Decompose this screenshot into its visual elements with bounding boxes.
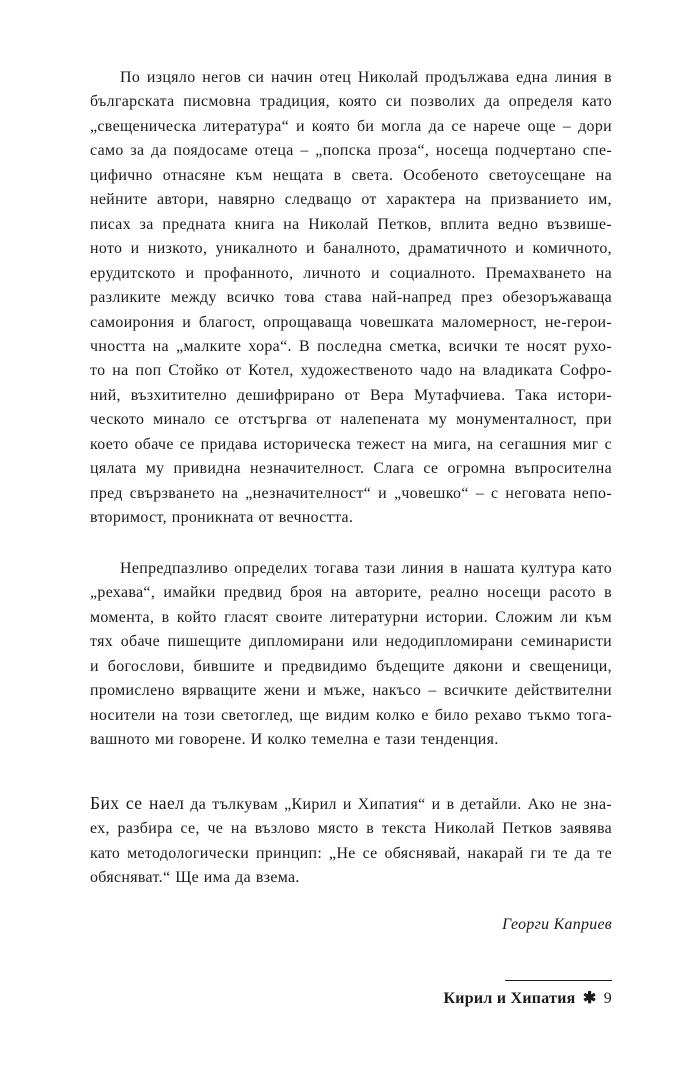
text-line: като методологически принцип: „Не се обяснявай, накарай ги те да те bbox=[90, 844, 612, 862]
author-signature: Георги Каприев bbox=[502, 916, 612, 933]
text-line: „рехава“, имайки предвид броя на авторите, реално носещи расото в bbox=[90, 584, 612, 602]
text-line: носители на този светоглед, ще видим колко е било рехаво тъкмо тога- bbox=[90, 706, 612, 724]
text-line: което обаче се придава историческа тежест на мига, на сегашния миг с bbox=[90, 435, 612, 453]
text-line: „свещеническа литература“ и която би могла да се нарече още – дори bbox=[90, 117, 612, 135]
text-line: пред свързването на „незначителност“ и „човешко“ – с неговата непо- bbox=[90, 484, 612, 502]
text-line: момента, в който гласят своите литературни истории. Сложим ли към bbox=[90, 608, 612, 626]
running-footer bbox=[443, 988, 612, 1008]
text-line: ех, разбира се, че на възлово място в текста Николай Петков заявява bbox=[90, 820, 612, 838]
text-line: ерудитското и профанното, личното и социалното. Премахването на bbox=[90, 264, 612, 282]
text-line: ческото минало се отстъргва от налепената му монументалност, при bbox=[90, 411, 612, 429]
text-line: писах за предната книга на Николай Петков, вплита ведно възвише- bbox=[90, 215, 612, 233]
asterisk-ornament-icon: ✱ bbox=[582, 990, 597, 1007]
paragraph-3 bbox=[90, 791, 612, 891]
text-line: вашното ми говорене. И колко темелна е тази тенденция. bbox=[90, 731, 499, 749]
text-line: цялата му привидна незначителност. Слага се огромна въпросителна bbox=[90, 460, 612, 478]
paragraph-1 bbox=[90, 66, 612, 531]
text-line: самоирония и благост, опрощаваща човешката маломерност, не-герои- bbox=[90, 313, 612, 331]
text-line: промислено вярващите жени и мъже, накъсо – всичките действителни bbox=[90, 682, 612, 700]
text-line: нейните автори, навярно следващо от характера на призванието им, bbox=[90, 191, 612, 209]
lead-in-phrase: Бих се наел bbox=[90, 793, 185, 813]
text-line bbox=[90, 791, 612, 817]
text-line: Непредпазливо определих тогава тази линия в нашата култура като bbox=[120, 560, 612, 577]
paragraph-2 bbox=[90, 557, 612, 753]
text-line: само за да поядосаме отеца – „попска проза“, носеща подчертано спе- bbox=[90, 142, 612, 160]
page-number: 9 bbox=[603, 990, 612, 1007]
text-line: обясняват.“ Ще има да взема. bbox=[90, 869, 300, 887]
text-line: разликите между всичко това става най-напред през обезоръжаваща bbox=[90, 289, 612, 307]
text-line: ното и низкото, уникалното и баналното, драматичното и комичното, bbox=[90, 240, 612, 258]
text-line: българската писмовна традиция, която си позволих да определя като bbox=[90, 93, 612, 111]
footer-book-title: Кирил и Хипатия bbox=[443, 990, 576, 1007]
text-line: По изцяло негов си начин отец Николай продължава една линия в bbox=[120, 69, 612, 86]
text-fragment: да тълкувам „Кирил и Хипатия“ и в детайли. Ако не зна- bbox=[190, 796, 613, 813]
text-line: тях обаче пишещите дипломирани или недодипломирани семинаристи bbox=[90, 633, 612, 651]
text-line: цифично отнасяне към нещата в света. Особеното светоусещане на bbox=[90, 166, 612, 184]
text-line: и богослови, бившите и предвидимо бъдещите дякони и свещеници, bbox=[90, 657, 612, 675]
text-line: то на поп Стойко от Котел, художественото чадо на владиката Софро- bbox=[90, 362, 612, 380]
text-line: ний, възхитително дешифрирано от Вера Мутафчиева. Така истори- bbox=[90, 386, 612, 404]
footer-rule bbox=[505, 980, 612, 981]
text-line: вторимост, проникната от вечността. bbox=[90, 509, 354, 527]
text-line: чността на „малките хора“. В последна сметка, всички те носят рухо- bbox=[90, 337, 612, 355]
